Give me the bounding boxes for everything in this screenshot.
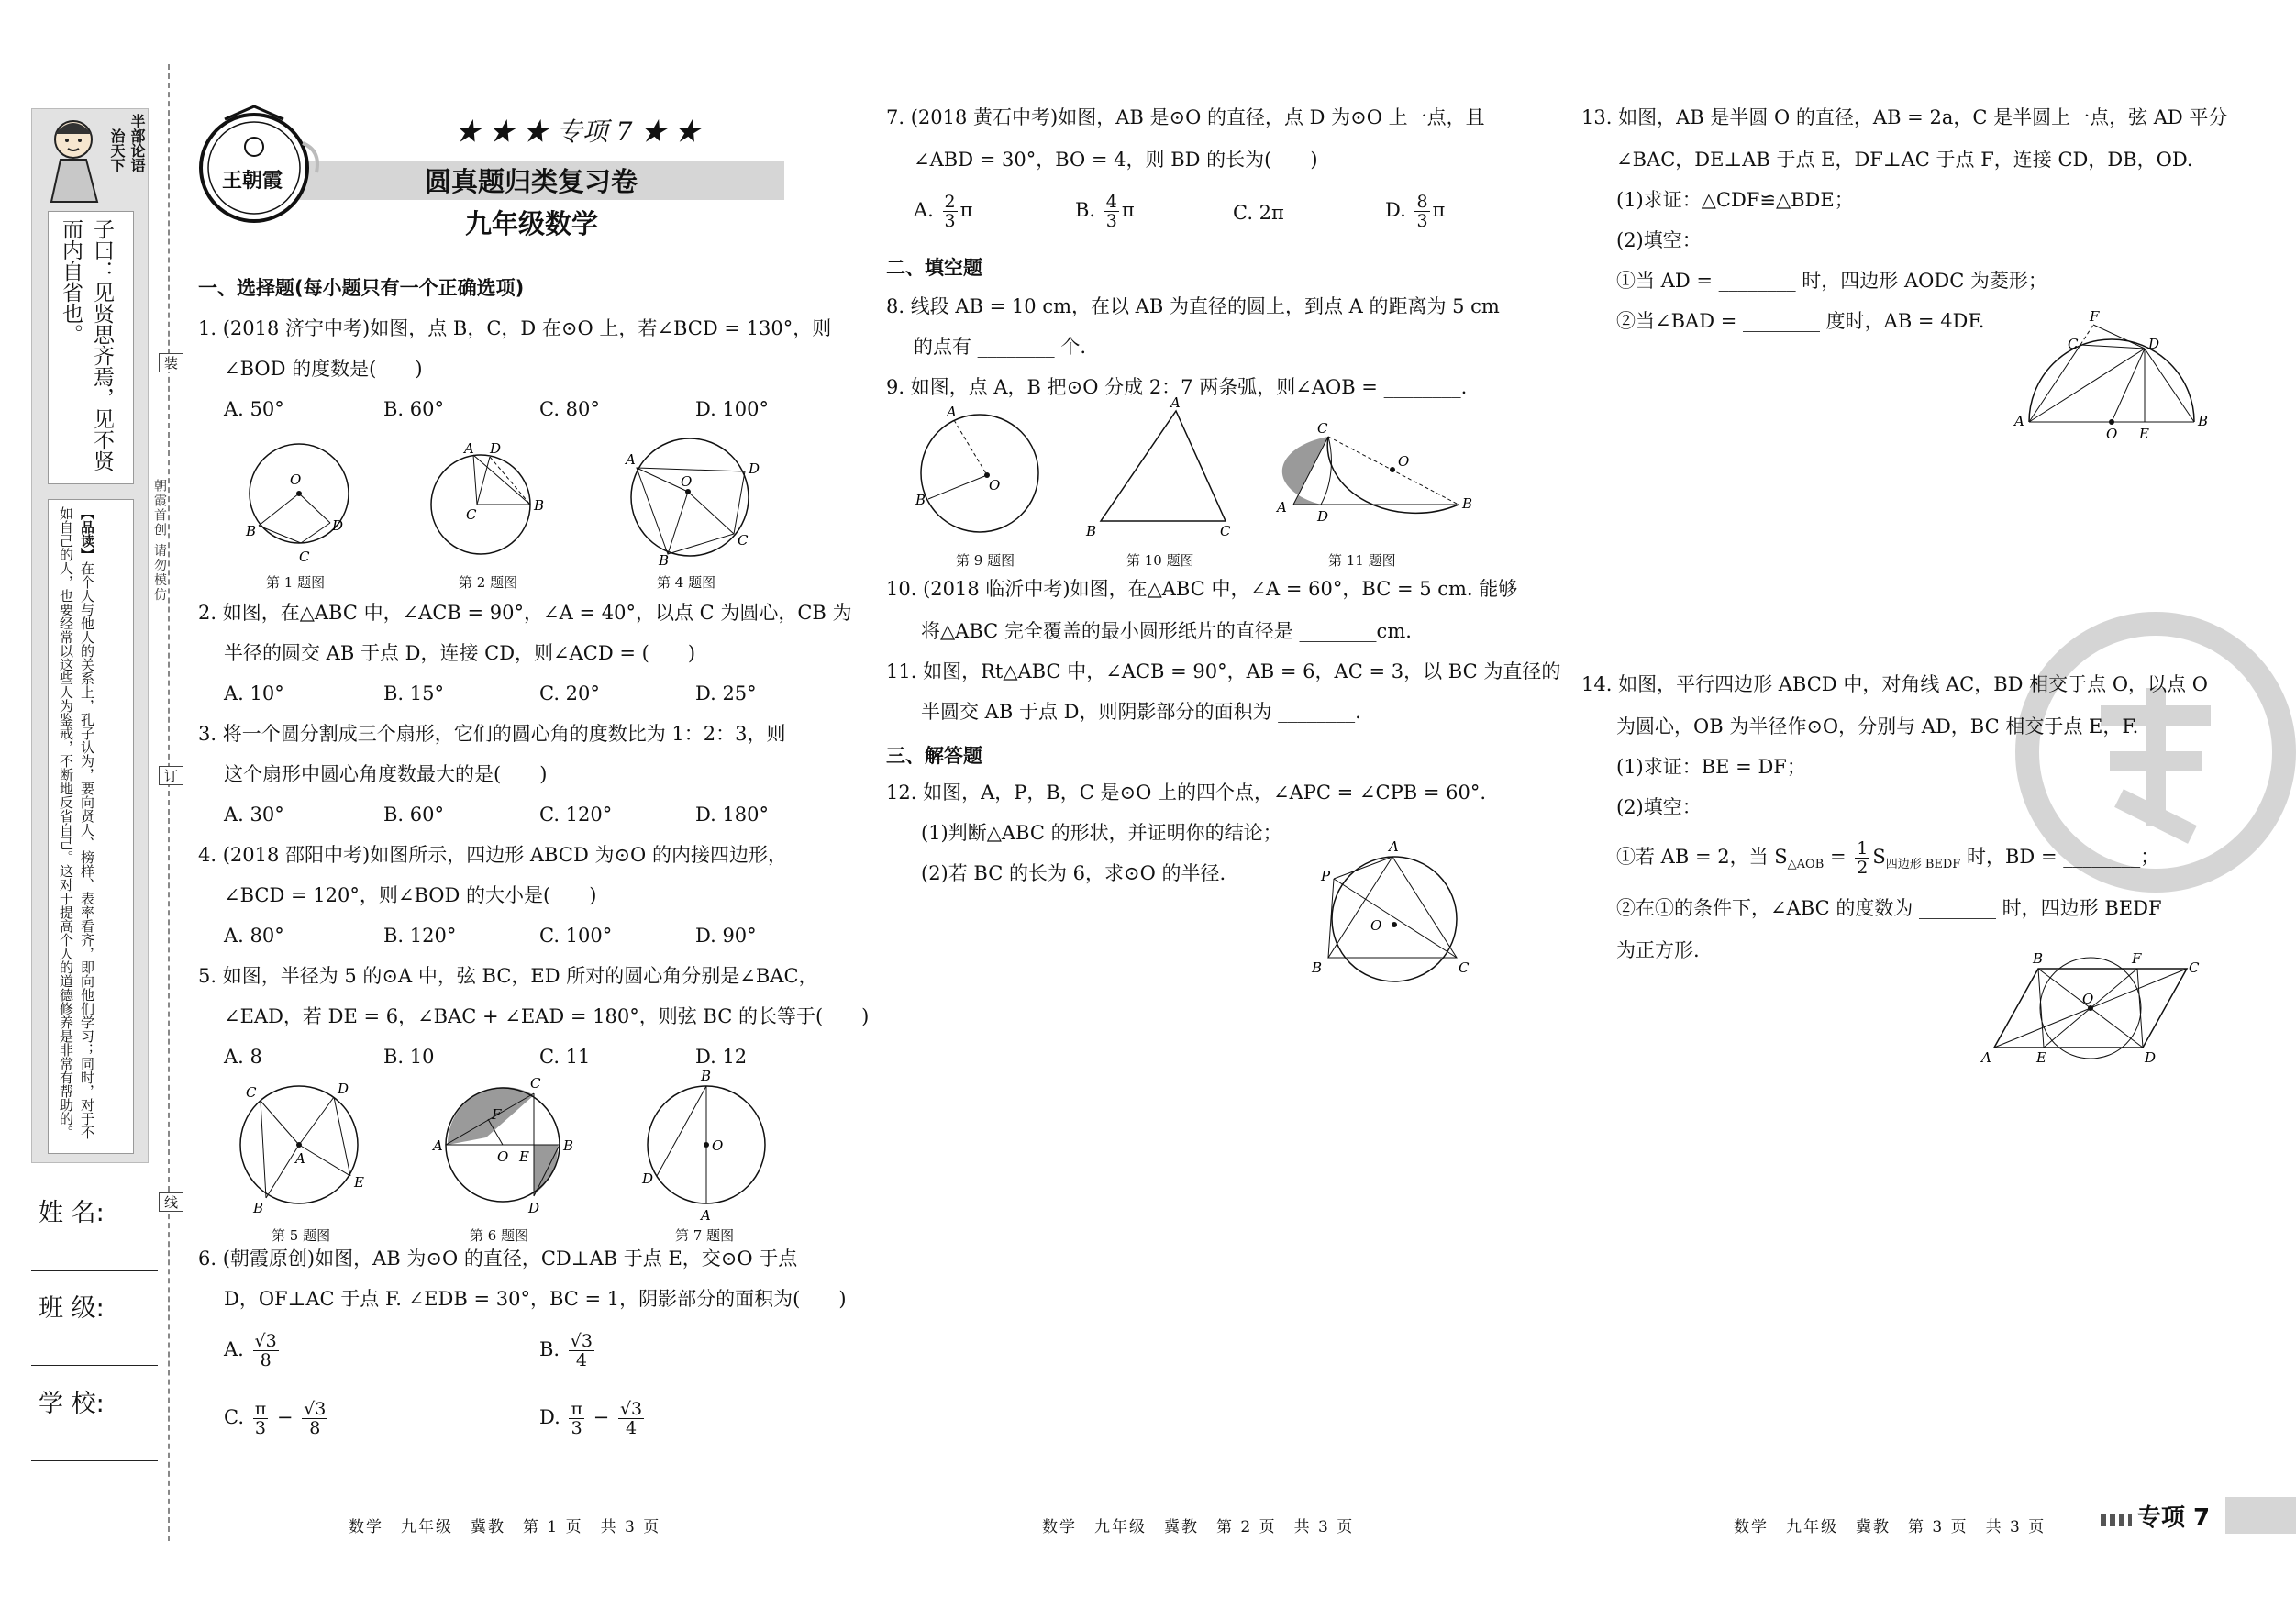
q1-opt-b: B. 60° <box>383 398 445 420</box>
q14-line6: ②在①的条件下，∠ABC 的度数为 ________ 时，四边形 BEDF <box>1616 897 2162 919</box>
q7-opt-a-frac <box>943 193 958 230</box>
svg-text:C: C <box>1220 523 1231 539</box>
seal-mark-1: 装 <box>159 353 183 372</box>
q6-opt-b-num: √3 <box>570 1331 593 1351</box>
svg-text:C: C <box>530 1075 541 1092</box>
q6-opt-b <box>539 1332 597 1370</box>
svg-text:D: D <box>749 460 760 477</box>
svg-text:F: F <box>2090 308 2100 325</box>
svg-text:D: D <box>2145 1049 2157 1066</box>
q3-line1: 3. 将一个圆分割成三个扇形，它们的圆心角的度数比为 1：2：3，则 <box>198 723 786 745</box>
q14-sub-bedf: 四边形 BEDF <box>1885 858 1961 872</box>
q2-opt-d: D. 25° <box>695 682 757 704</box>
svg-text:D: D <box>1317 508 1329 525</box>
svg-text:F: F <box>2132 950 2142 967</box>
svg-text:D: D <box>2148 336 2160 352</box>
q6-opt-b-den: 4 <box>575 1350 587 1370</box>
svg-text:E: E <box>2036 1049 2046 1066</box>
svg-text:A: A <box>1389 838 1399 855</box>
q6-opt-d-minus: − <box>593 1406 610 1428</box>
q11-line2: 半圆交 AB 于点 D，则阴影部分的面积为 ________. <box>921 701 1361 723</box>
svg-text:P: P <box>1321 868 1331 884</box>
logo-text: 王朝霞 <box>222 169 283 193</box>
q7-opt-d-den: 3 <box>1416 211 1428 231</box>
q6-line1: 6. (朝霞原创)如图，AB 为⊙O 的直径，CD⊥AB 于点 E，交⊙O 于点 <box>198 1248 798 1270</box>
q7-opt-d-frac <box>1414 193 1429 230</box>
q6-opt-d-four: 4 <box>625 1418 638 1438</box>
caption-q5: 第 5 题图 <box>272 1227 331 1244</box>
caption-q7: 第 7 题图 <box>675 1227 735 1244</box>
q7-opt-b-den: 3 <box>1105 211 1117 231</box>
q1-opt-a: A. 50° <box>224 398 284 420</box>
q6-opt-c-eight: 8 <box>309 1418 321 1438</box>
q6-line2: D，OF⊥AC 于点 F. ∠EDB = 30°，BC = 1，阴影部分的面积为( ) <box>224 1288 847 1310</box>
q14-frac-d: 2 <box>1857 858 1869 878</box>
q14-frac <box>1855 839 1869 877</box>
caption-q10: 第 10 题图 <box>1126 552 1194 569</box>
q13-line5: ①当 AD = ________ 时，四边形 AODC 为菱形； <box>1616 270 2047 292</box>
q8-line2: 的点有 ________ 个. <box>914 336 1087 358</box>
caption-q6: 第 6 题图 <box>470 1227 529 1244</box>
svg-text:C: C <box>1317 420 1328 437</box>
q3-opt-b: B. 60° <box>383 804 445 826</box>
q14-line5-a: ①若 AB = 2，当 S <box>1616 846 1788 868</box>
series-label-2: 治天下 <box>108 128 126 172</box>
svg-text:B: B <box>253 1200 264 1216</box>
section-fill: 二、填空题 <box>886 257 982 279</box>
q6-opt-d-root: √3 <box>619 1399 643 1419</box>
q6-opt-a-label: A. <box>224 1338 244 1360</box>
svg-text:A: A <box>295 1150 305 1167</box>
name-label: 姓 名: <box>39 1199 105 1227</box>
q7-opt-a-label: A. <box>914 199 934 221</box>
tab-deco <box>2101 1514 2132 1526</box>
svg-text:O: O <box>290 471 302 488</box>
q14-line5 <box>1616 837 2159 885</box>
svg-text:O: O <box>712 1137 724 1154</box>
series-label: 半部论语 <box>128 114 146 172</box>
q6-opt-a <box>224 1332 282 1370</box>
svg-text:O: O <box>1398 453 1410 470</box>
svg-text:O: O <box>497 1148 509 1165</box>
q6-opt-c-root: √3 <box>304 1399 327 1419</box>
page-title: 圆真题归类复习卷 <box>425 166 638 197</box>
figure-q13 <box>2011 305 2209 442</box>
q7-line1: 7. (2018 黄石中考)如图，AB 是⊙O 的直径，点 D 为⊙O 上一点，且 <box>886 106 1485 128</box>
quote-text: 子曰：见贤思齐焉，见不贤而内自省也。 <box>59 218 114 471</box>
q8-line1: 8. 线段 AB = 10 cm，在以 AB 为直径的圆上，到点 A 的距离为 5 cm <box>886 295 1500 317</box>
svg-text:A: A <box>2014 413 2024 429</box>
q5-opt-c: C. 11 <box>539 1046 591 1068</box>
q13-line2: ∠BAC，DE⊥AB 于点 E，DF⊥AC 于点 F，连接 CD，DB，OD. <box>1616 149 2193 171</box>
q14-line5-c: 时，BD = ________； <box>1960 846 2160 868</box>
q4-opt-c: C. 100° <box>539 925 613 947</box>
q3-line2: 这个扇形中圆心角度数最大的是( ) <box>224 763 548 785</box>
section-solve: 三、解答题 <box>886 745 982 767</box>
q14-line1: 14. 如图，平行四边形 ABCD 中，对角线 AC，BD 相交于点 O，以点 O <box>1581 673 2208 695</box>
q5-line2: ∠EAD，若 DE = 6，∠BAC + ∠EAD = 180°，则弦 BC 的长等于( ) <box>224 1005 870 1027</box>
q14-line4: (2)填空： <box>1616 796 1702 818</box>
svg-text:A: A <box>701 1207 711 1224</box>
school-label: 学 校: <box>39 1390 105 1418</box>
class-line <box>31 1365 158 1366</box>
q4-opt-a: A. 80° <box>224 925 284 947</box>
section-choice: 一、选择题(每小题只有一个正确选项) <box>198 277 525 299</box>
q6-opt-c-minus: − <box>276 1406 294 1428</box>
q7-opt-b-num: 4 <box>1105 192 1117 212</box>
q6-opt-c-three: 3 <box>254 1418 266 1438</box>
figure-q5 <box>229 1075 376 1222</box>
svg-text:D: D <box>528 1200 540 1216</box>
q2-opt-a: A. 10° <box>224 682 284 704</box>
figure-q7 <box>635 1068 772 1224</box>
q12-line1: 12. 如图，A，P，B，C 是⊙O 上的四个点，∠APC = ∠CPB = 60°. <box>886 782 1487 804</box>
q6-opt-a-num: √3 <box>254 1331 277 1351</box>
q13-line6: ②当∠BAD = ________ 度时，AB = 4DF. <box>1616 310 1985 332</box>
caption-q2: 第 2 题图 <box>459 574 518 591</box>
svg-text:O: O <box>989 477 1001 494</box>
svg-text:B: B <box>563 1137 574 1154</box>
figure-q6 <box>431 1073 578 1220</box>
q6-opt-b-label: B. <box>539 1338 560 1360</box>
q5-opt-a: A. 8 <box>224 1046 262 1068</box>
svg-text:B: B <box>246 523 257 539</box>
caption-q11: 第 11 题图 <box>1328 552 1396 569</box>
svg-text:D: D <box>332 517 344 534</box>
svg-text:E: E <box>2139 426 2149 442</box>
class-label: 班 级: <box>39 1294 105 1323</box>
svg-text:C: C <box>1459 959 1470 976</box>
seal-mark-3: 线 <box>159 1192 183 1212</box>
svg-text:D: D <box>490 440 502 457</box>
q6-opt-c-frac2 <box>302 1400 327 1437</box>
q12-line3: (2)若 BC 的长为 6，求⊙O 的半径. <box>921 862 1226 884</box>
svg-text:A: A <box>626 451 636 468</box>
q13-line1: 13. 如图，AB 是半圆 O 的直径，AB = 2a，C 是半圆上一点，弦 AD 平分 <box>1581 106 2228 128</box>
q12-line2: (1)判断△ABC 的形状，并证明你的结论； <box>921 822 1282 844</box>
q5-opt-d: D. 12 <box>695 1046 748 1068</box>
svg-text:C: C <box>466 506 477 523</box>
q6-opt-d-pi: π <box>571 1399 582 1419</box>
svg-text:O: O <box>681 473 693 490</box>
q7-opt-b <box>1075 193 1135 230</box>
q13-line3: (1)求证：△CDF≌△BDE； <box>1616 189 1854 211</box>
figure-q4 <box>616 431 763 569</box>
caption-q9: 第 9 题图 <box>956 552 1015 569</box>
caption-q1: 第 1 题图 <box>266 574 326 591</box>
q4-line2: ∠BCD = 120°，则∠BOD 的大小是( ) <box>224 884 597 906</box>
footer-page1: 数学 九年级 冀教 第 1 页 共 3 页 <box>349 1518 661 1536</box>
q6-opt-c-frac1 <box>253 1400 269 1437</box>
q4-opt-b: B. 120° <box>383 925 457 947</box>
logo-badge <box>188 99 326 227</box>
q7-opt-a-pi: π <box>959 199 973 221</box>
q14-line5-b: S <box>1872 846 1886 868</box>
figure-q12 <box>1310 835 1475 981</box>
q14-line7: 为正方形. <box>1616 939 1700 961</box>
svg-text:B: B <box>915 492 926 508</box>
school-line <box>31 1460 158 1461</box>
svg-text:O: O <box>2082 991 2094 1007</box>
q4-opt-d: D. 90° <box>695 925 757 947</box>
svg-text:E: E <box>354 1174 364 1191</box>
q2-opt-c: C. 20° <box>539 682 600 704</box>
topic-label: ★ ★ ★ 专项 7 ★ ★ <box>455 116 701 147</box>
q4-line1: 4. (2018 邵阳中考)如图所示，四边形 ABCD 为⊙O 的内接四边形， <box>198 844 787 866</box>
q6-opt-d <box>539 1400 647 1437</box>
q14-line3: (1)求证：BE = DF； <box>1616 756 1806 778</box>
q6-opt-d-label: D. <box>539 1406 560 1428</box>
figure-q14 <box>1980 948 2200 1068</box>
q6-opt-c <box>224 1400 330 1437</box>
svg-text:E: E <box>519 1148 529 1165</box>
svg-text:B: B <box>701 1068 712 1084</box>
binding-line <box>168 64 170 1541</box>
q6-opt-a-den: 8 <box>260 1350 272 1370</box>
q2-line1: 2. 如图，在△ABC 中，∠ACB = 90°，∠A = 40°，以点 C 为圆心，CB 为 <box>198 602 852 624</box>
confucius-avatar <box>39 112 112 204</box>
figure-q2 <box>424 429 552 567</box>
q13-line4: (2)填空： <box>1616 229 1702 251</box>
q1-opt-d: D. 100° <box>695 398 770 420</box>
q6-opt-d-frac2 <box>618 1400 644 1437</box>
page-subtitle: 九年级数学 <box>465 208 599 239</box>
q1-line2: ∠BOD 的度数是( ) <box>224 358 423 380</box>
name-line <box>31 1270 158 1271</box>
svg-text:A: A <box>433 1137 443 1154</box>
q14-eq: = <box>1824 846 1853 868</box>
q14-frac-n: 1 <box>1857 838 1869 859</box>
svg-text:O: O <box>1370 917 1382 934</box>
q7-opt-d-label: D. <box>1385 199 1406 221</box>
q7-opt-b-pi: π <box>1121 199 1135 221</box>
svg-text:B: B <box>2198 413 2209 429</box>
svg-text:B: B <box>659 552 670 569</box>
q10-line2: 将△ABC 完全覆盖的最小圆形纸片的直径是 ________cm. <box>921 620 1412 642</box>
tab-bar <box>2225 1497 2296 1534</box>
q6-opt-a-frac <box>253 1332 279 1370</box>
seal-mark-2: 订 <box>159 766 183 785</box>
svg-text:C: C <box>2189 959 2200 976</box>
figure-q9 <box>914 404 1051 541</box>
q6-opt-b-frac <box>569 1332 594 1370</box>
q14-line2: 为圆心，OB 为半径作⊙O，分别与 AD，BC 相交于点 E，F. <box>1616 715 2139 738</box>
svg-text:B: B <box>1312 959 1323 976</box>
q7-opt-a <box>914 193 972 230</box>
caption-q4: 第 4 题图 <box>657 574 716 591</box>
notice-text: 朝霞首创 请勿模仿 <box>152 479 167 603</box>
figure-q11 <box>1275 409 1477 547</box>
q7-opt-b-frac <box>1104 193 1119 230</box>
svg-text:C: C <box>246 1084 257 1101</box>
q6-opt-d-three: 3 <box>571 1418 582 1438</box>
svg-text:B: B <box>1462 495 1473 512</box>
svg-text:F: F <box>492 1106 502 1123</box>
q5-line1: 5. 如图，半径为 5 的⊙A 中，弦 BC，ED 所对的圆心角分别是∠BAC， <box>198 965 818 987</box>
svg-text:O: O <box>2106 426 2118 442</box>
svg-text:D: D <box>338 1081 349 1097</box>
q10-line1: 10. (2018 临沂中考)如图，在△ABC 中，∠A = 60°，BC = 5 cm. 能够 <box>886 578 1518 600</box>
q3-opt-d: D. 180° <box>695 804 770 826</box>
q7-opt-b-label: B. <box>1075 199 1096 221</box>
q7-opt-c: C. 2π <box>1233 202 1284 224</box>
svg-text:C: C <box>738 532 749 549</box>
svg-text:B: B <box>2033 950 2044 967</box>
q6-opt-c-pi: π <box>254 1399 267 1419</box>
q6-opt-c-label: C. <box>224 1406 244 1428</box>
svg-text:C: C <box>2068 336 2079 352</box>
reading-label: 【品读】 <box>79 506 95 561</box>
svg-text:B: B <box>534 497 545 514</box>
svg-text:A: A <box>1277 499 1287 516</box>
q2-line2: 半径的圆交 AB 于点 D，连接 CD，则∠ACD = ( ) <box>224 642 696 664</box>
q7-opt-a-den: 3 <box>944 211 956 231</box>
q3-opt-a: A. 30° <box>224 804 284 826</box>
q7-opt-d-num: 8 <box>1416 192 1428 212</box>
footer-page3: 数学 九年级 冀教 第 3 页 共 3 页 <box>1734 1518 2046 1536</box>
q1-opt-c: C. 80° <box>539 398 600 420</box>
figure-q10 <box>1081 394 1237 545</box>
svg-text:A: A <box>464 440 474 457</box>
q1-line1: 1. (2018 济宁中考)如图，点 B，C，D 在⊙O 上，若∠BCD = 130°，则 <box>198 317 832 339</box>
q11-line1: 11. 如图，Rt△ABC 中，∠ACB = 90°，AB = 6，AC = 3，以 BC 为直径的 <box>886 660 1561 682</box>
svg-text:D: D <box>642 1170 654 1187</box>
svg-text:A: A <box>1981 1049 1991 1066</box>
svg-text:B: B <box>1086 523 1097 539</box>
q7-opt-a-num: 2 <box>944 192 956 212</box>
q7-line2: ∠ABD = 30°，BO = 4，则 BD 的长为( ) <box>914 149 1318 171</box>
q9-line1: 9. 如图，点 A，B 把⊙O 分成 2：7 两条弧，则∠AOB = ________. <box>886 376 1468 398</box>
reading-text <box>55 506 97 1148</box>
sidebar <box>0 0 174 1597</box>
figure-q1 <box>240 438 378 567</box>
svg-text:A: A <box>947 404 957 420</box>
footer-page2: 数学 九年级 冀教 第 2 页 共 3 页 <box>1042 1518 1355 1536</box>
q5-opt-b: B. 10 <box>383 1046 435 1068</box>
q7-opt-d <box>1385 193 1445 230</box>
svg-text:A: A <box>1170 394 1181 411</box>
tab-label: 专项 7 <box>2137 1504 2211 1532</box>
q2-opt-b: B. 15° <box>383 682 445 704</box>
q14-sub-aob: △AOB <box>1787 858 1825 872</box>
q7-opt-d-pi: π <box>1432 199 1446 221</box>
reading-body: 在个人与他人的关系上，孔子认为，要向贤人、榜样、表率看齐，即向他们学习；同时，对于不如自己的人，也要经常以这些人为鉴戒，不断地反省自己。这对于提高个人的道德修养是非常有帮助的。 <box>58 506 95 1139</box>
corner-tab <box>2101 1497 2296 1534</box>
q3-opt-c: C. 120° <box>539 804 613 826</box>
q6-opt-d-frac1 <box>569 1400 584 1437</box>
svg-text:C: C <box>299 549 310 565</box>
